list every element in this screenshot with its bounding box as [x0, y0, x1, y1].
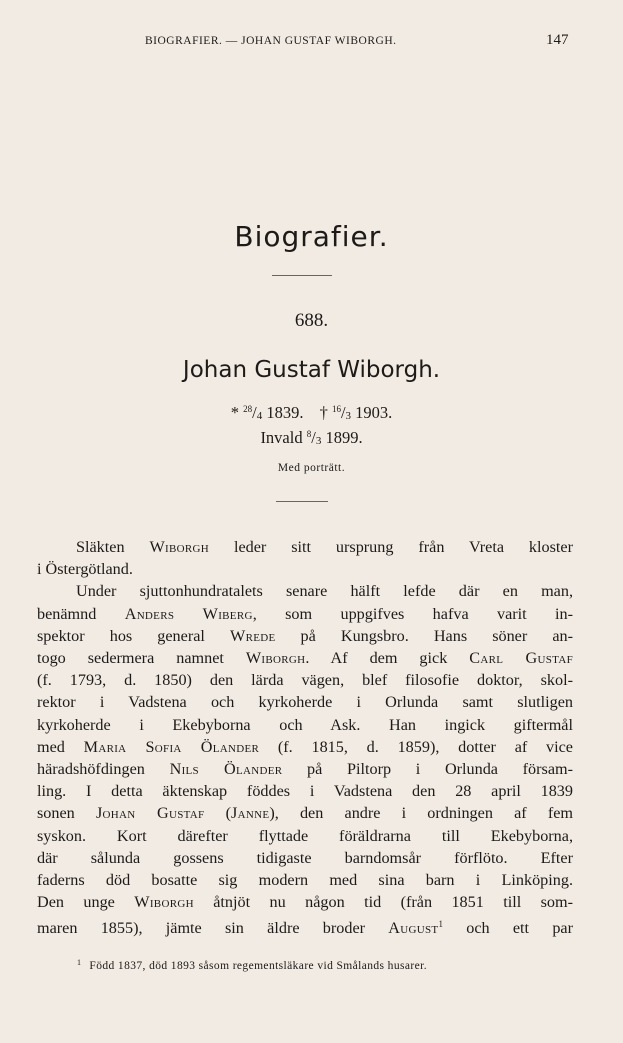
footnote-text: Född 1837, död 1893 såsom regementsläkare vid Smålands husarer.	[89, 960, 427, 972]
text-line: syskon. Kort därefter flyttade föräldrarna till Ekebyborna,	[37, 827, 573, 845]
entry-number: 688.	[294, 310, 329, 331]
page-number: 147	[546, 32, 569, 48]
person-ref: Nils Ölander	[169, 760, 283, 778]
text-line: där sålunda gossens tidigaste barndomsår förflöto. Efter	[37, 849, 573, 867]
text-line: Släkten Wiborgh leder sitt ursprung från Vreta kloster	[76, 538, 573, 556]
page-header	[0, 34, 623, 52]
running-title: BIOGRAFIER. — JOHAN GUSTAF WIBORGH.	[145, 35, 397, 47]
life-dates	[0, 403, 623, 423]
person-ref: Carl Gustaf	[469, 649, 573, 667]
text-line: Den unge Wiborgh åtnjöt nu någon tid (från 1851 till som-	[37, 893, 574, 911]
person-ref: Maria Sofia Ölander	[83, 738, 260, 756]
text-line: togo sedermera namnet Wiborgh. Af dem gick Carl Gustaf	[37, 649, 573, 667]
surname: Wiborgh	[149, 538, 210, 556]
surname: Wiborgh	[134, 893, 194, 911]
title-divider	[272, 275, 332, 276]
person-ref: Anders Wiberg	[124, 605, 253, 623]
nickname: Janne	[231, 804, 270, 822]
section-title: Biografier.	[234, 220, 389, 253]
text-line: i Östergötland.	[37, 560, 133, 578]
portrait-note: Med porträtt.	[277, 462, 346, 474]
text-line: benämnd Anders Wiberg, som uppgifves hafva varit in-	[37, 605, 574, 623]
person-ref: August	[388, 919, 439, 937]
footnote	[77, 958, 577, 972]
text-line: kyrkoherde i Ekebyborna och Ask. Han ingick giftermål	[37, 716, 573, 734]
death-date: † $^{16}/_3$ 1903.	[319, 403, 393, 422]
person-name: Johan Gustaf Wiborgh.	[182, 357, 441, 383]
text-line: ling. I detta äktenskap föddes i Vadstena den 28 april 1839	[37, 782, 573, 800]
surname: Wiborgh	[245, 649, 306, 667]
text-line: (f. 1793, d. 1850) den lärda vägen, blef filosofie doktor, skol-	[37, 671, 573, 689]
text-line: spektor hos general Wrede på Kungsbro. Hans söner an-	[37, 627, 573, 645]
section-divider	[276, 501, 328, 502]
election-date: Invald $^8/_3$ 1899.	[260, 428, 363, 447]
text-line: maren 1855), jämte sin äldre broder August$^1$ och ett par	[37, 919, 573, 937]
footnote-reference: 1	[438, 919, 443, 929]
text-line: sonen Johan Gustaf (Janne), den andre i ordningen af fem	[37, 804, 574, 822]
text-line: rektor i Vadstena och kyrkoherde i Orlunda samt slutligen	[37, 693, 573, 711]
text-line: faderns död bosatte sig modern med sina barn i Linköping.	[37, 871, 573, 889]
person-ref: Wrede	[229, 627, 276, 645]
footnote-marker: 1	[77, 958, 82, 967]
text-line: häradshöfdingen Nils Ölander på Piltorp i Orlunda försam-	[37, 760, 574, 778]
text-line: Under sjuttonhundratalets senare hälft lefde där en man,	[76, 582, 573, 600]
text-line: med Maria Sofia Ölander (f. 1815, d. 1859), dotter af vice	[37, 738, 573, 756]
person-ref: Johan Gustaf	[95, 804, 205, 822]
birth-date: * $^{28}/_4$ 1839.	[230, 403, 304, 422]
